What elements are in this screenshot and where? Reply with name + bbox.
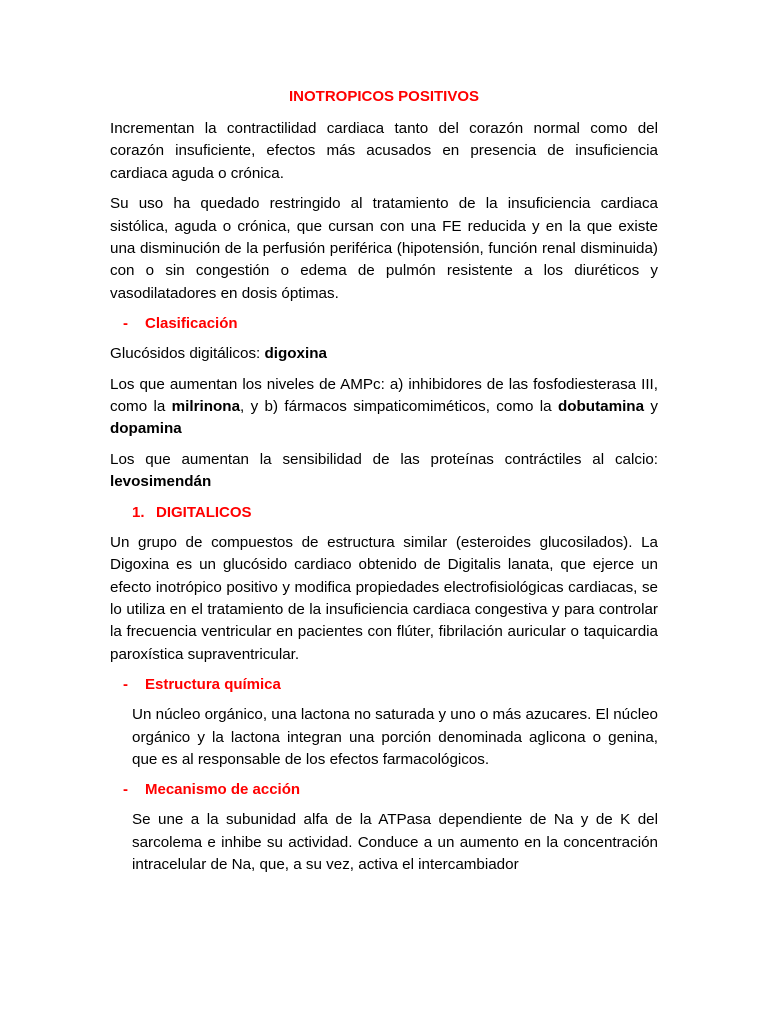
item-bold: dopamina [110,420,182,438]
item-bold: milrinona [171,398,241,416]
bullet-dash: - [123,781,128,799]
section-heading-mecanismo [110,779,658,801]
clasificacion-item-2 [110,374,658,441]
section-heading-clasificacion [110,313,658,335]
item-bold: levosimendán [110,473,212,491]
intro-paragraph-1: Incrementan la contractilidad cardiaca tanto del corazón normal como del corazón insuficiente, efectos más acusados en presencia de insuficiencia cardiaca aguda o crónica. [110,120,658,182]
section-heading-digitalicos [110,502,658,524]
digitalicos-paragraph: Un grupo de compuestos de estructura similar (esteroides glucosilados). La Digoxina es un glucósido cardiaco obtenido de Digitalis lanata, que ejerce un efecto inotrópico positivo y modifica propiedades electrofisiológicas cardiacas, se lo utiliza en el tratamiento de la insuficiencia cardiaca congestiva y para controlar la frecuencia ventricular en pacientes con flúter, fibrilación auricular o taquicardia paroxística supraventricular. [110,533,658,663]
heading-text: Clasificación [145,315,238,333]
bullet-dash: - [123,676,128,694]
numbered-marker: 1. [132,503,145,521]
heading-text: DIGITALICOS [156,503,252,521]
item-text: Los que aumentan la sensibilidad de las proteínas contráctiles al calcio: [110,450,658,468]
item-text: Los que aumentan los niveles de AMPc: a) inhibidores de las fosfodiesterasa III, como la [110,375,658,416]
item-text: , y b) fármacos simpaticomiméticos, como la [240,398,558,416]
item-bold: digoxina [264,345,327,363]
bullet-dash: - [123,315,128,333]
item-text: Glucósidos digitálicos: [110,345,265,363]
heading-text: Estructura química [145,676,281,694]
document-page [110,86,658,885]
document-title: INOTROPICOS POSITIVOS [288,88,480,105]
heading-text: Mecanismo de acción [145,781,301,799]
mecanismo-paragraph: Se une a la subunidad alfa de la ATPasa dependiente de Na y de K del sarcolema e inhibe su actividad. Conduce a un aumento en la concentración intracelular de Na, que, a su vez, activa el intercambiador [132,811,658,874]
clasificacion-item-3 [110,449,658,494]
clasificacion-item-1 [110,343,658,365]
item-text: y [644,398,658,416]
section-heading-estructura [110,674,658,696]
estructura-paragraph: Un núcleo orgánico, una lactona no saturada y uno o más azucares. El núcleo orgánico y la lactona integran una porción denominada aglicona o genina, que es al responsable de los efectos farmacológicos. [132,706,658,768]
intro-paragraph-2: Su uso ha quedado restringido al tratamiento de la insuficiencia cardiaca sistólica, aguda o crónica, que cursan con una FE reducida y en la que existe una disminución de la perfusión periférica (hipotensión, función renal disminuida) con o sin congestión o edema de pulmón resistente a los diuréticos y vasodilatadores en dosis óptimas. [110,195,658,302]
item-bold: dobutamina [557,398,645,416]
